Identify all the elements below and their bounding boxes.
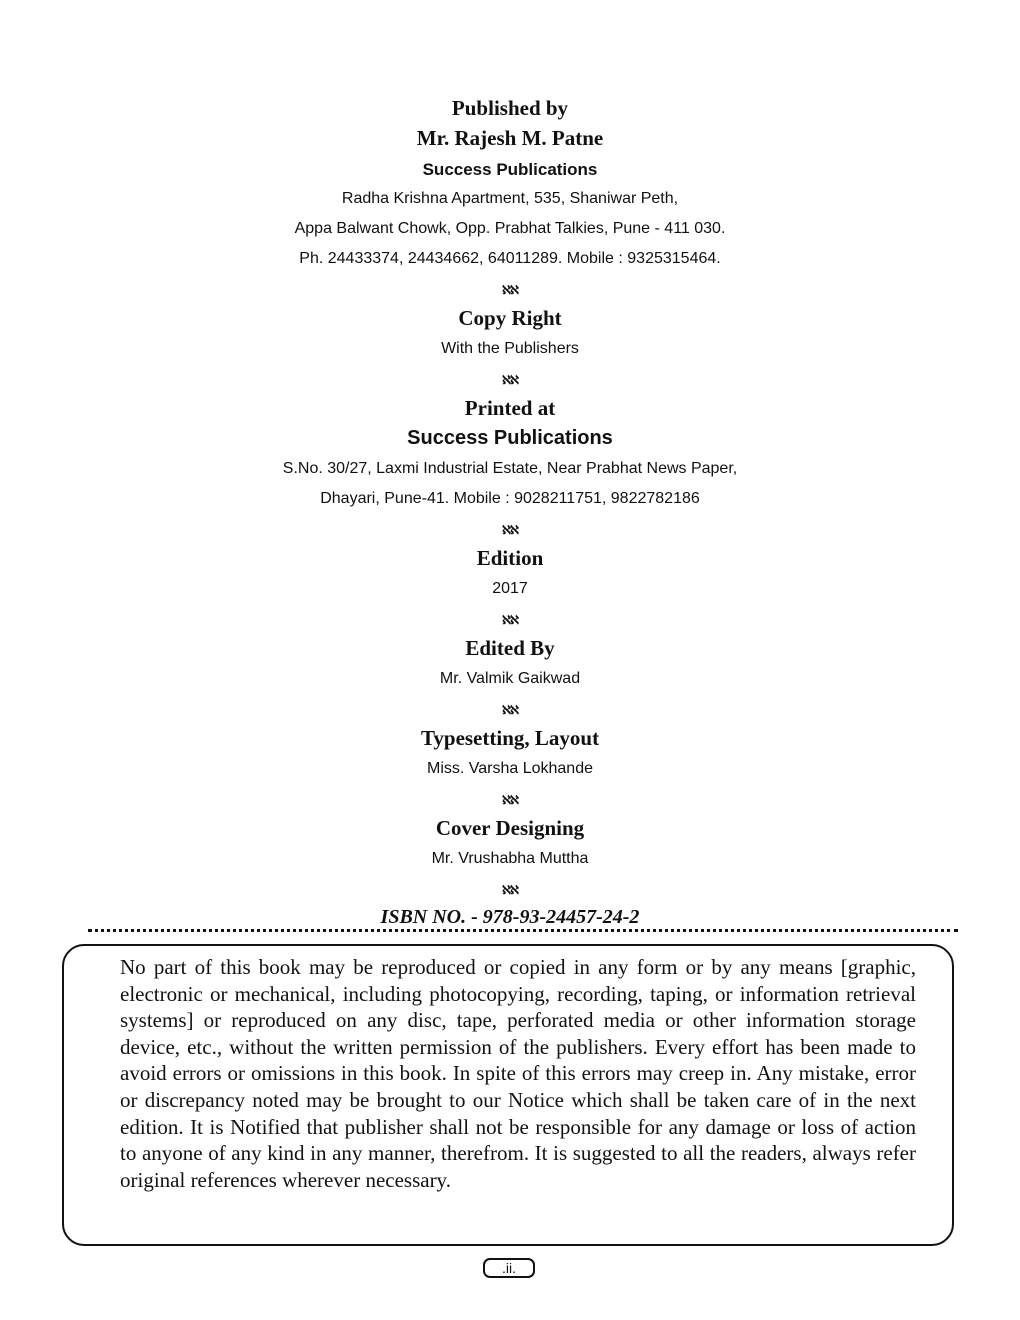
publisher-name: Mr. Rajesh M. Patne [416,126,604,150]
page-number: .ii. [483,1258,535,1278]
ornament-divider-icon: ℵℵ [502,703,518,717]
copyright-notice-box [62,944,954,1246]
publisher-company: Success Publications [422,160,598,179]
cover-designer-name: Mr. Vrushabha Muttha [431,850,589,867]
typesetting-heading: Typesetting, Layout [420,726,600,750]
ornament-divider-icon: ℵℵ [502,373,518,387]
isbn-number: ISBN NO. - 978-93-24457-24-2 [380,906,640,928]
printer-address-line-2: Dhayari, Pune-41. Mobile : 9028211751, 9822782186 [320,490,700,507]
printed-at-heading: Printed at [464,396,556,420]
published-by-heading: Published by [451,96,569,120]
printer-company: Success Publications [407,427,613,449]
publisher-phone-line: Ph. 24433374, 24434662, 64011289. Mobile : 9325315464. [299,250,721,267]
typesetter-name: Miss. Varsha Lokhande [426,760,593,777]
ornament-divider-icon: ℵℵ [502,523,518,537]
cover-designing-heading: Cover Designing [435,816,585,840]
ornament-divider-icon: ℵℵ [502,613,518,627]
copyright-heading: Copy Right [458,306,562,330]
copyright-text: With the Publishers [441,340,579,357]
copyright-notice-text: No part of this book may be reproduced or copied in any form or by any means [graphic, electronic or mechanical, including photocopying, recording, taping, or information retrieval systems] or reproduced on any disc, tape, perforated media or other information storage device, etc., without the written permission of the publishers. Every effort has been made to avoid errors or omissions in this book. In spite of this errors may creep in. Any mistake, error or discrepancy noted may be brought to our Notice which shall be taken care of in the next edition. It is Notified that publisher shall not be responsible for any damage or loss of action to anyone of any kind in any manner, therefrom. It is suggested to all the readers, always refer original references wherever necessary. [120,955,916,1192]
dotted-separator [88,929,958,932]
edition-heading: Edition [476,546,544,570]
ornament-divider-icon: ℵℵ [502,883,518,897]
publisher-address-line-1: Radha Krishna Apartment, 535, Shaniwar Peth, [341,190,679,207]
ornament-divider-icon: ℵℵ [502,283,518,297]
publisher-address-line-2: Appa Balwant Chowk, Opp. Prabhat Talkies, Pune - 411 030. [294,220,726,237]
ornament-divider-icon: ℵℵ [502,793,518,807]
printer-address-line-1: S.No. 30/27, Laxmi Industrial Estate, Near Prabhat News Paper, [282,460,738,477]
edited-by-heading: Edited By [465,636,555,660]
edition-value: 2017 [492,580,528,597]
editor-name: Mr. Valmik Gaikwad [439,670,581,687]
